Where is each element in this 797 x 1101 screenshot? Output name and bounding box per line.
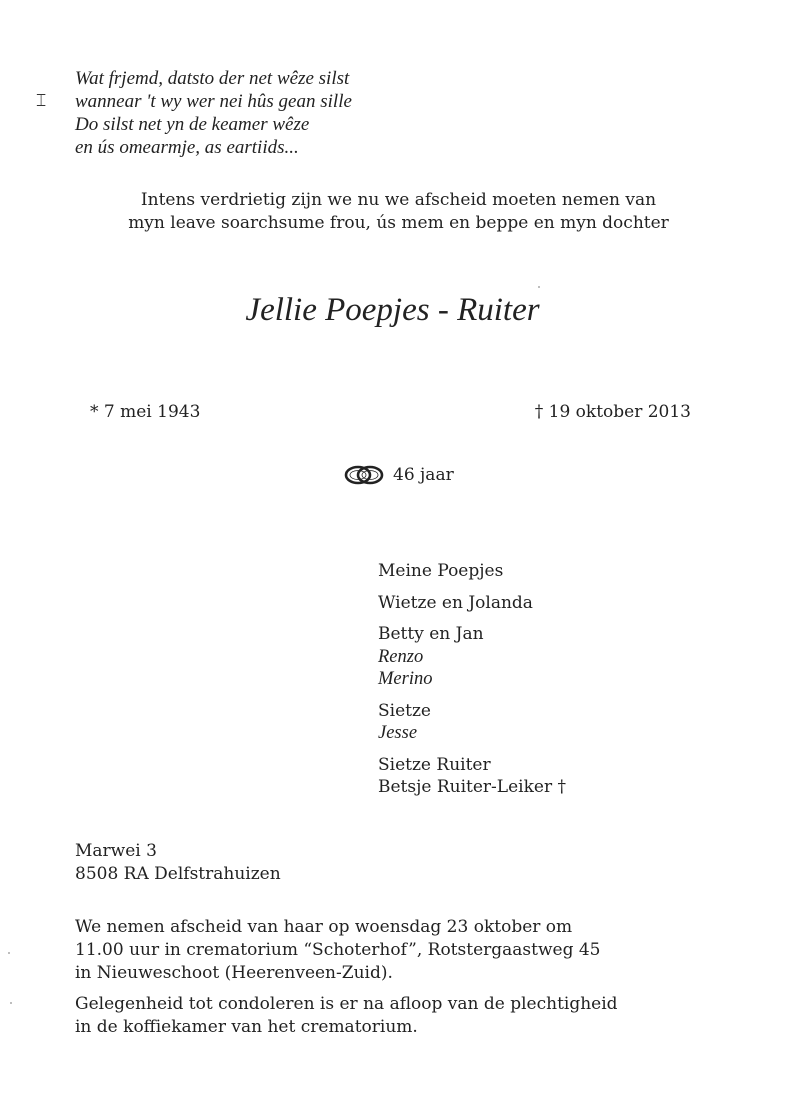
poem-line: en ús omearmje, as eartiids... — [75, 137, 299, 158]
intro-text — [0, 189, 797, 235]
condolence-line: Gelegenheid tot condoleren is er na afloop van de plechtigheid — [75, 994, 618, 1014]
family-member: Wietze en Jolanda — [378, 592, 533, 613]
family-member: Betsje Ruiter-Leiker † — [378, 777, 566, 797]
scan-speck — [8, 952, 10, 954]
scan-speck — [10, 1002, 12, 1004]
farewell-line: 11.00 uur in crematorium “Schoterhof”, Rotstergaastweg 45 — [75, 940, 601, 960]
funeral-notice — [75, 916, 618, 1039]
family-member: Betty en Jan — [378, 624, 484, 644]
poem-line: Do silst net yn de keamer wêze — [75, 114, 310, 135]
marriage-duration — [343, 463, 454, 487]
intro-line: myn leave soarchsume frou, ús mem en beppe en myn dochter — [128, 213, 669, 233]
family-list — [378, 560, 566, 808]
poem-line: wannear 't wy wer nei hûs gean sille — [75, 91, 352, 112]
wedding-rings-icon — [343, 463, 385, 487]
grandchild: Jesse — [378, 723, 418, 743]
grandchild: Renzo — [378, 646, 424, 667]
marriage-years: 46 jaar — [393, 465, 454, 485]
family-group — [378, 754, 566, 799]
family-member: Sietze — [378, 700, 431, 721]
condolence-line: in de koffiekamer van het crematorium. — [75, 1017, 418, 1037]
grandchild: Merino — [378, 669, 433, 689]
poem-line: Wat frjemd, datsto der net wêze silst — [75, 68, 350, 89]
address-street: Marwei 3 — [75, 841, 157, 861]
birth-date: * 7 mei 1943 — [90, 402, 201, 422]
farewell-line: We nemen afscheid van haar op woensdag 23 oktober om — [75, 917, 573, 937]
family-member: Meine Poepjes — [378, 561, 504, 581]
family-group — [378, 700, 566, 745]
address — [75, 840, 281, 886]
poem — [75, 67, 352, 159]
family-group — [378, 592, 566, 615]
farewell-line: in Nieuweschoot (Heerenveen-Zuid). — [75, 963, 393, 983]
intro-line: Intens verdrietig zijn we nu we afscheid moeten nemen van — [140, 190, 657, 210]
family-member: Sietze Ruiter — [378, 754, 491, 775]
text-cursor-icon: ⌶ — [36, 91, 47, 111]
scan-speck — [538, 286, 540, 288]
address-city: 8508 RA Delfstrahuizen — [75, 864, 281, 884]
death-date: † 19 oktober 2013 — [534, 402, 691, 422]
family-group — [378, 623, 566, 691]
deceased-name: Jellie Poepjes - Ruiter — [245, 292, 540, 328]
family-group — [378, 560, 566, 583]
